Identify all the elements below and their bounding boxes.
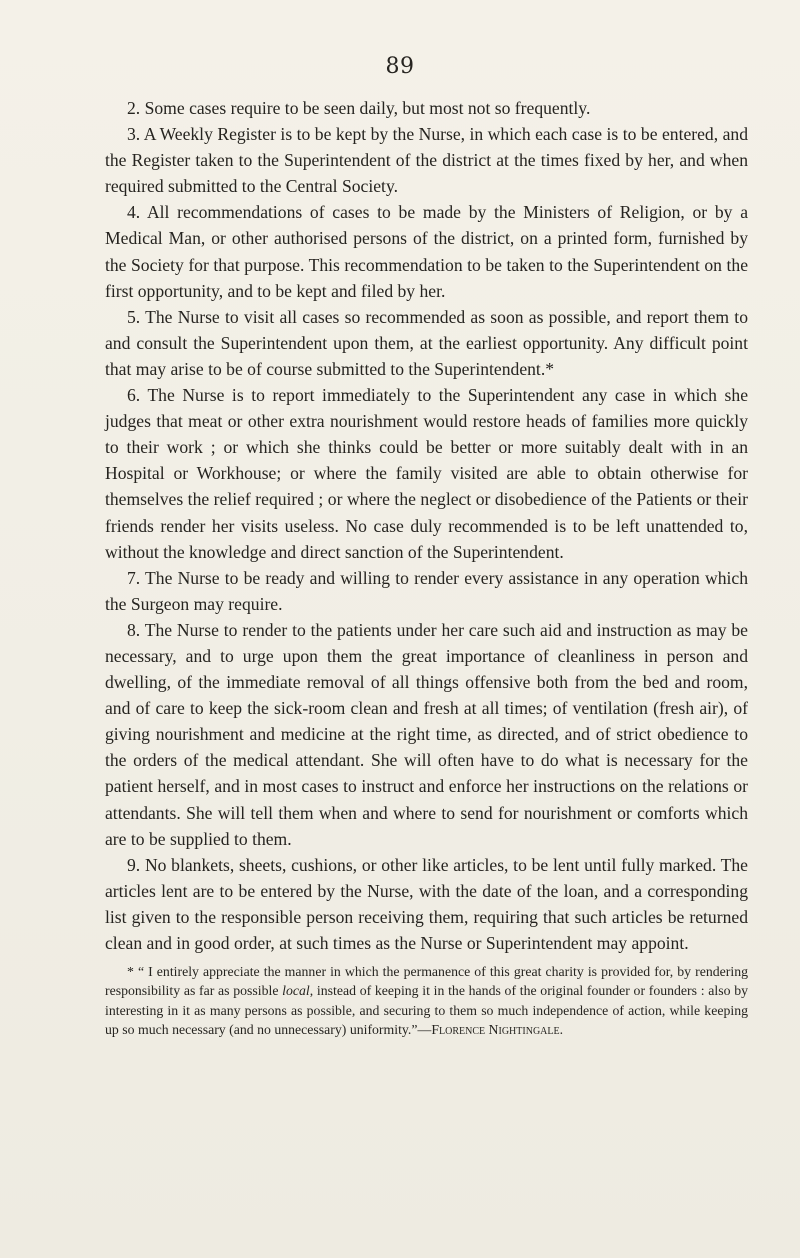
footnote-text-end: , instead of keeping it in the hands of the original founder or founders : also by interesting in it as many persons as possible, and securing to them so much independence of action, while keeping up so much necessary (and no unnecessary) uniformity.”— bbox=[105, 983, 748, 1037]
page-number: 89 bbox=[385, 54, 415, 79]
paragraph-rule-4: 4. All recommendations of cases to be made by the Ministers of Religion, or by a Medical Man, or other authorised persons of the district, on a printed form, furnished by the Society for that purpose. This recommendation to be taken to the Superintendent on the first opportunity, and to be kept and filed by her. bbox=[105, 202, 748, 301]
main-text bbox=[105, 95, 748, 1039]
footnote-text-start: * “ I entirely appreciate the manner in which the permanence of this great charity is provided for, by rendering responsibility as far as possible bbox=[105, 964, 748, 999]
paragraph-rule-8: 8. The Nurse to render to the patients under her care such aid and instruction as may be necessary, and to urge upon them the great importance of cleanliness in person and dwelling, of the immediate removal of all things offensive both from the bed and room, and of care to keep the sick-room clean and fresh at all times; of ventilation (fresh air), of giving nourishment and medicine at the right time, as directed, and of strict obedience to the orders of the medical attendant. She will often have to do what is necessary for the patient herself, and in most cases to instruct and enforce her instructions on the relations or attendants. She will tell them when and where to send for nourishment or comforts which are to be supplied to them. bbox=[105, 619, 748, 849]
paragraph-rule-5: 5. The Nurse to visit all cases so recommended as soon as possible, and report them to and consult the Superintendent upon them, at the earliest opportunity. Any difficult point that may arise to be of course submitted to the Superintendent.* bbox=[105, 306, 748, 379]
footnote bbox=[105, 962, 748, 1039]
paragraph-rule-6: 6. The Nurse is to report immediately to the Superintendent any case in which she judges that meat or other extra nourishment would restore heads of families more quickly to their work ; or which she thinks could be better or more suitably dealt with in an Hospital or Workhouse; or where the family visited are able to obtain otherwise for themselves the relief required ; or where the neglect or disobedience of the Patients or their friends render her visits useless. No case duly recommended is to be left unattended to, without the knowledge and direct sanction of the Superintendent. bbox=[105, 385, 748, 562]
paragraph-rule-7: 7. The Nurse to be ready and willing to render every assistance in any operation which the Surgeon may require. bbox=[105, 567, 748, 614]
paragraph-rule-3: 3. A Weekly Register is to be kept by the Nurse, in which each case is to be entered, and the Register taken to the Superintendent of the district at the times fixed by her, and when required submitted to the Central Society. bbox=[105, 124, 748, 197]
footnote-emphasis: local bbox=[282, 983, 310, 999]
footnote-attribution: Florence Nightingale. bbox=[431, 1021, 564, 1037]
paragraph-rule-9: 9. No blankets, sheets, cushions, or other like articles, to be lent until fully marked. The articles lent are to be entered by the Nurse, with the date of the loan, and a corresponding list given to the responsible person receiving them, requiring that such articles be returned clean and in good order, at such times as the Nurse or Superintendent may appoint. bbox=[105, 854, 748, 953]
paragraph-rule-2: 2. Some cases require to be seen daily, but most not so frequently. bbox=[127, 98, 591, 118]
